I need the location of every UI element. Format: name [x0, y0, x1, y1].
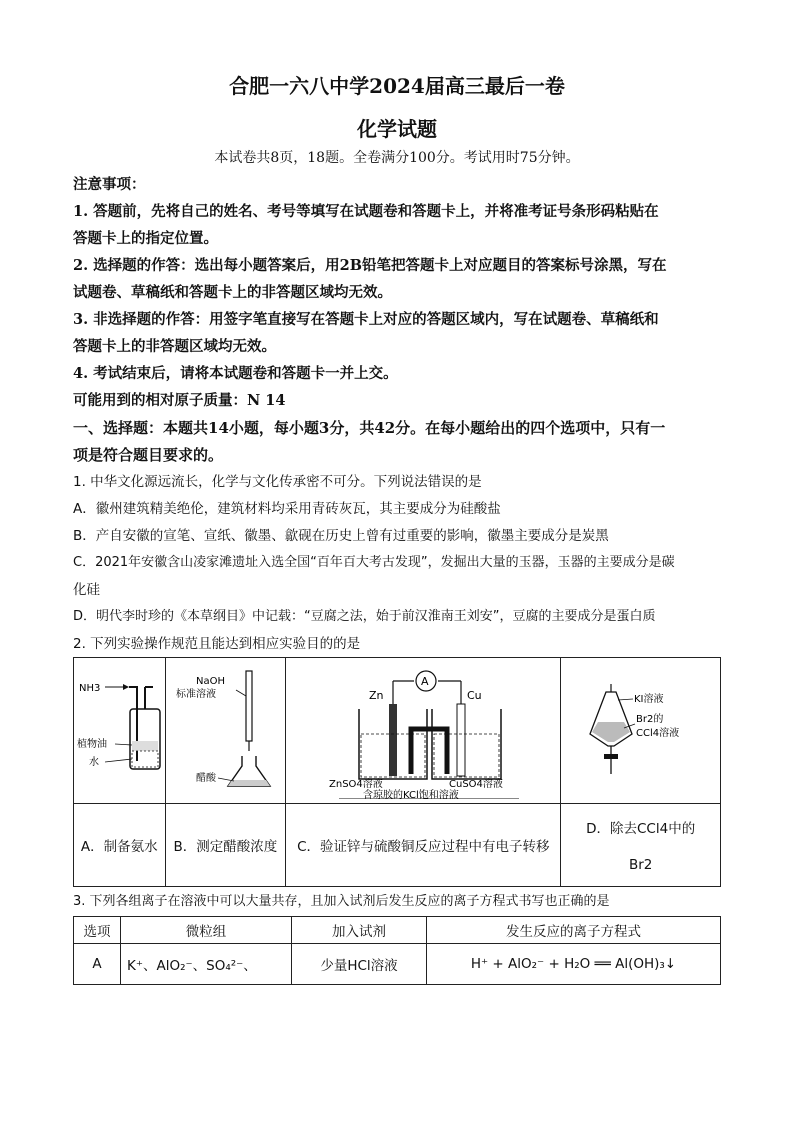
experiment-table — [73, 657, 721, 887]
separatory-funnel-figure — [566, 674, 716, 784]
fig-b-acid-label: 醋酸 — [196, 773, 217, 784]
q2-option-a: A．制备氨水 — [74, 804, 166, 887]
subject-title: 化学试题 — [357, 117, 437, 141]
exam-meta: 本试卷共8页，18题。全卷满分100分。考试用时75分钟。 — [214, 150, 580, 166]
ion-table-header: 微粒组 — [121, 917, 292, 944]
question-2-stem: 2. 下列实验操作规范且能达到相应实验目的的是 — [73, 636, 361, 652]
fig-b-reagent2-label: 标准溶液 — [176, 689, 217, 700]
ion-table-header: 发生反应的离子方程式 — [427, 917, 721, 944]
note-line: 试题卷、草稿纸和答题卡上的非答题区域均无效。 — [73, 284, 392, 301]
fig-a-water-label: 水 — [89, 756, 100, 768]
ion-table — [73, 916, 721, 985]
note-line: 4. 考试结束后，请将本试题卷和答题卡一并上交。 — [73, 365, 398, 382]
titration-figure — [166, 666, 284, 791]
zn-solution-label: ZnSO4溶液 — [329, 778, 384, 790]
galvanic-cell-figure — [289, 659, 557, 799]
note-line: 2. 选择题的作答：选出每小题答案后，用2B铅笔把答题卡上对应题目的答案标号涂黑，写在 — [73, 257, 667, 274]
ammonia-absorption-figure — [75, 669, 163, 789]
notes-heading: 注意事项： — [73, 176, 146, 193]
cu-solution-label: CuSO4溶液 — [449, 778, 504, 790]
ion-table-cell: H⁺ + AlO₂⁻ + H₂O ══ Al(OH)₃↓ — [427, 944, 721, 985]
fig-d-ccl4-label: CCl4溶液 — [635, 727, 679, 739]
q1-option-b: B．产自安徽的宣笔、宣纸、徽墨、歙砚在历史上曾有过重要的影响，徽墨主要成分是炭黑 — [73, 528, 609, 544]
q1-option-a: A．徽州建筑精美绝伦，建筑材料均采用青砖灰瓦，其主要成分为硅酸盐 — [73, 501, 501, 517]
exam-title: 合肥一六八中学2024届高三最后一卷 — [229, 74, 565, 98]
q2-option-d — [561, 804, 721, 887]
note-line: 3. 非选择题的作答：用签字笔直接写在答题卡上对应的答题区域内，写在试题卷、草稿纸和 — [73, 311, 659, 328]
question-3-stem: 3. 下列各组离子在溶液中可以大量共存，且加入试剂后发生反应的离子方程式书写也正确的是 — [73, 894, 610, 909]
question-1-stem: 1. 中华文化源远流长，化学与文化传承密不可分。下列说法错误的是 — [73, 474, 482, 490]
q1-option-d: D．明代李时珍的《本草纲目》中记载：“豆腐之法，始于前汉淮南王刘安”，豆腐的主要成分是蛋白质 — [73, 609, 656, 624]
fig-a-oil-label: 植物油 — [77, 738, 108, 750]
ion-table-header: 加入试剂 — [292, 917, 427, 944]
fig-d-br2-label: Br2的 — [635, 713, 663, 725]
fig-d-ki-label: KI溶液 — [633, 693, 664, 705]
fig-a-cell — [74, 658, 166, 804]
ion-table-cell: K⁺、AlO₂⁻、SO₄²⁻、 — [121, 944, 292, 985]
section-heading-cont: 项是符合题目要求的。 — [73, 446, 224, 464]
fig-b-cell — [165, 658, 286, 804]
fig-d-cell — [561, 658, 721, 804]
ion-table-cell: 少量HCl溶液 — [292, 944, 427, 985]
ion-table-header: 选项 — [74, 917, 121, 944]
note-line: 答题卡上的指定位置。 — [73, 230, 218, 247]
note-line: 1. 答题前，先将自己的姓名、考号等填写在试题卷和答题卡上，并将准考证号条形码粘贴在 — [73, 203, 659, 220]
salt-bridge-label: 含琼胶的KCl饱和溶液 — [363, 789, 460, 799]
fig-c-cell — [286, 658, 561, 804]
q2-option-d-line2: Br2 — [628, 857, 653, 873]
q2-option-d-line1: D．除去CCl4中的 — [586, 821, 696, 837]
zn-label: Zn — [369, 688, 384, 702]
fig-b-reagent1-label: NaOH — [196, 676, 226, 687]
section-heading: 一、选择题：本题共14小题，每小题3分，共42分。在每小题给出的四个选项中，只有一 — [73, 419, 666, 437]
fig-a-gas-label: NH3 — [79, 682, 101, 694]
q1-option-c: C．2021年安徽含山凌家滩遗址入选全国“百年百大考古发现”，发掘出大量的玉器，玉器的主要成分是碳 — [73, 555, 675, 570]
table-row — [74, 944, 721, 985]
q1-option-c-cont: 化硅 — [73, 582, 100, 598]
q2-option-b: B．测定醋酸浓度 — [165, 804, 286, 887]
ion-table-cell: A — [74, 944, 121, 985]
q2-option-c: C．验证锌与硫酸铜反应过程中有电子转移 — [286, 804, 561, 887]
note-line: 答题卡上的非答题区域均无效。 — [73, 338, 276, 355]
atomic-mass: 可能用到的相对原子质量：N 14 — [73, 392, 286, 409]
ammeter-label: A — [421, 674, 429, 688]
cu-label: Cu — [467, 688, 482, 702]
